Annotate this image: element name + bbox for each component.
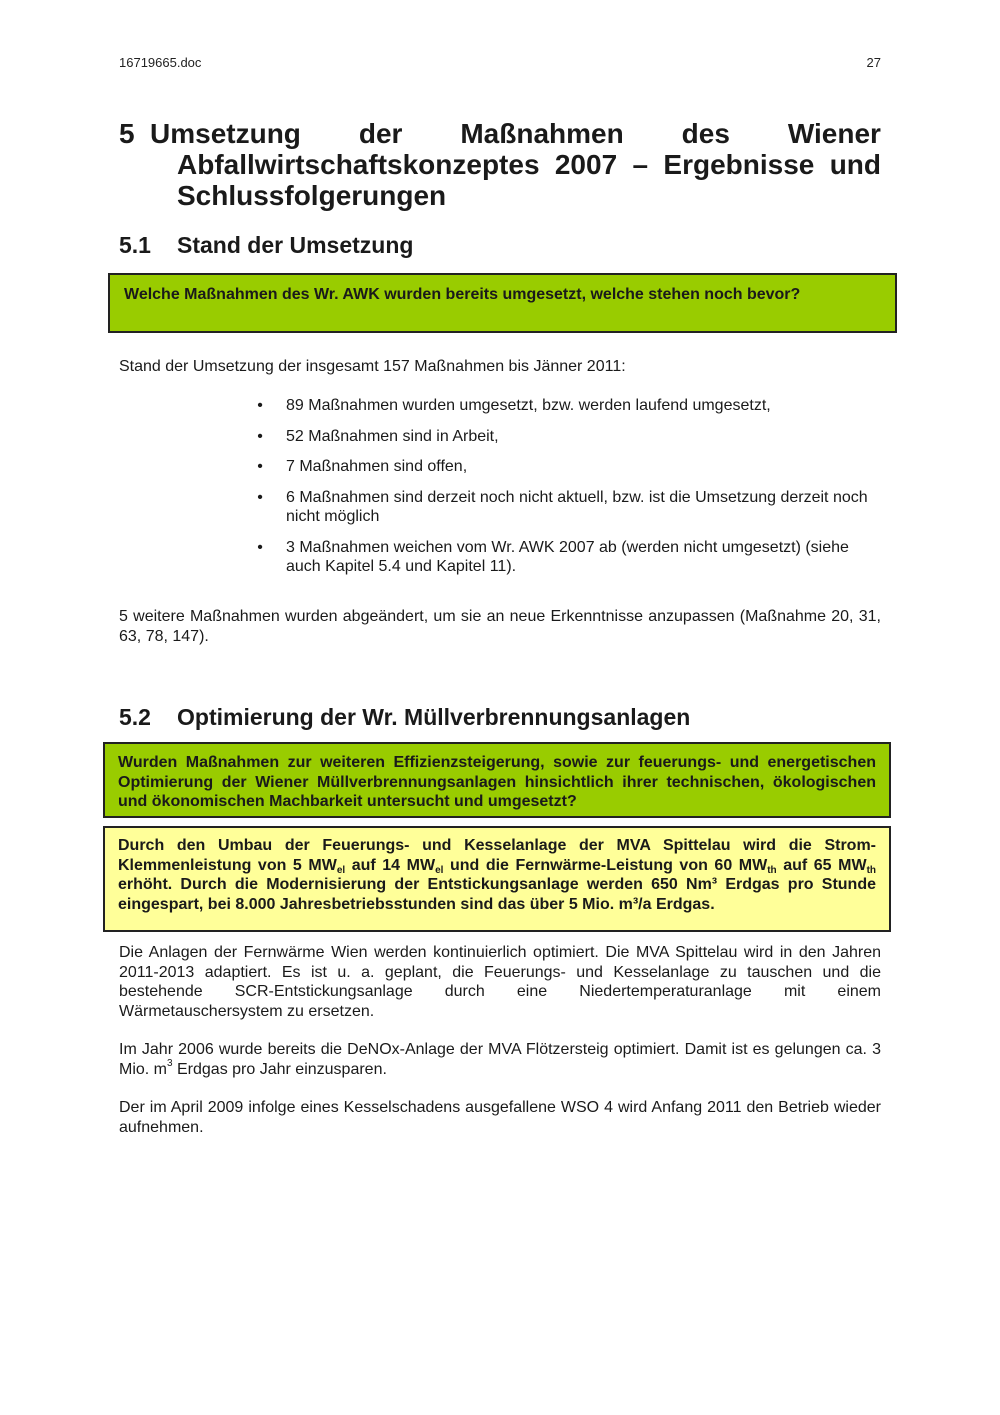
question-box-5-1	[108, 273, 897, 333]
question-text: Welche Maßnahmen des Wr. AWK wurden bereits umgesetzt, welche stehen noch bevor?	[124, 286, 801, 303]
list-item: • 7 Maßnahmen sind offen,	[253, 457, 883, 477]
chapter-title-word: Umsetzung	[150, 118, 301, 149]
answer-box-5-2: Durch den Umbau der Feuerungs- und Kesselanlage der MVA Spittelau wird die Strom-Klemmenleistung von 5 $MW_{el}$ auf 14 $MW_{el}$ und die Fernwärme-Leistung von 60 $MW_{th}$ auf 65 $MW_{th}$ erhöht. Durch die Modernisierung der Entstickungsanlage werden 650 Nm³ Erdgas pro Stunde eingespart, bei 8.000 Jahresbetriebsstunden sind das über 5 Mio. m³/a Erdgas.	[103, 826, 891, 932]
question-box-5-2	[103, 742, 891, 818]
bullet-icon: •	[257, 488, 263, 506]
chapter-title-word: der	[358, 118, 403, 149]
chapter-title-word: Wiener	[787, 118, 881, 149]
document-filename: 16719665.doc	[119, 55, 202, 70]
list-item: • 6 Maßnahmen sind derzeit noch nicht aktuell, bzw. ist die Umsetzung derzeit noch nicht möglich	[253, 488, 883, 527]
chapter-number: 5	[119, 118, 135, 149]
list-item: • 3 Maßnahmen weichen vom Wr. AWK 2007 ab (werden nicht umgesetzt) (siehe auch Kapitel 5.4 und Kapitel 11).	[253, 538, 883, 577]
chapter-title-line-1	[150, 118, 881, 149]
question-text: Wurden Maßnahmen zur weiteren Effizienzsteigerung, sowie zur feuerungs- und energetischen Optimierung der Wiener Müllverbrennungsanlagen hinsichtlich ihrer technischen, ökologischen und ökonomischen Machbarkeit untersucht und umgesetzt?	[118, 754, 876, 810]
bullet-list	[253, 396, 883, 588]
bullet-icon: •	[257, 397, 263, 414]
bullet-icon: •	[257, 458, 263, 475]
intro-paragraph: Stand der Umsetzung der insgesamt 157 Maßnahmen bis Jänner 2011:	[119, 358, 626, 375]
list-item: • 89 Maßnahmen wurden umgesetzt, bzw. werden laufend umgesetzt,	[253, 396, 883, 416]
body-paragraph-1: Die Anlagen der Fernwärme Wien werden kontinuierlich optimiert. Die MVA Spittelau wird in den Jahren 2011-2013 adaptiert. Es ist u. a. geplant, die Feuerungs- und Kesselanlage zu tauschen und die bestehende SCR-Entstickungsanlage durch eine Niedertemperaturanlage mit einem Wärmetauschersystem zu ersetzen.	[119, 944, 881, 1020]
page-header	[119, 55, 881, 70]
section-title: Optimierung der Wr. Müllverbrennungsanlagen	[177, 704, 691, 730]
bullet-icon: •	[257, 538, 263, 556]
chapter-title-word: des	[681, 118, 730, 149]
section-heading-5-2	[119, 704, 690, 731]
chapter-title-word: Maßnahmen	[460, 118, 624, 149]
list-item: • 52 Maßnahmen sind in Arbeit,	[253, 427, 883, 447]
chapter-heading	[119, 118, 881, 211]
page-number: 27	[866, 55, 881, 70]
section-number: 5.1	[119, 232, 151, 258]
section-heading-5-1	[119, 232, 413, 259]
body-paragraph-3: Der im April 2009 infolge eines Kesselschadens ausgefallene WSO 4 wird Anfang 2011 den Betrieb wieder aufnehmen.	[119, 1099, 881, 1136]
section-number: 5.2	[119, 704, 151, 730]
chapter-title-rest: Abfallwirtschaftskonzeptes 2007 – Ergebnisse und Schlussfolgerungen	[177, 149, 881, 211]
body-paragraph-2: Im Jahr 2006 wurde bereits die DeNOx-Anlage der MVA Flötzersteig optimiert. Damit ist es gelungen ca. 3 Mio. $m^3$ Erdgas pro Jahr einzusparen.	[119, 1041, 881, 1078]
bullet-icon: •	[257, 427, 263, 445]
section-title: Stand der Umsetzung	[177, 232, 414, 258]
note-paragraph: 5 weitere Maßnahmen wurden abgeändert, um sie an neue Erkenntnisse anzupassen (Maßnahme 20, 31, 63, 78, 147).	[119, 608, 881, 645]
